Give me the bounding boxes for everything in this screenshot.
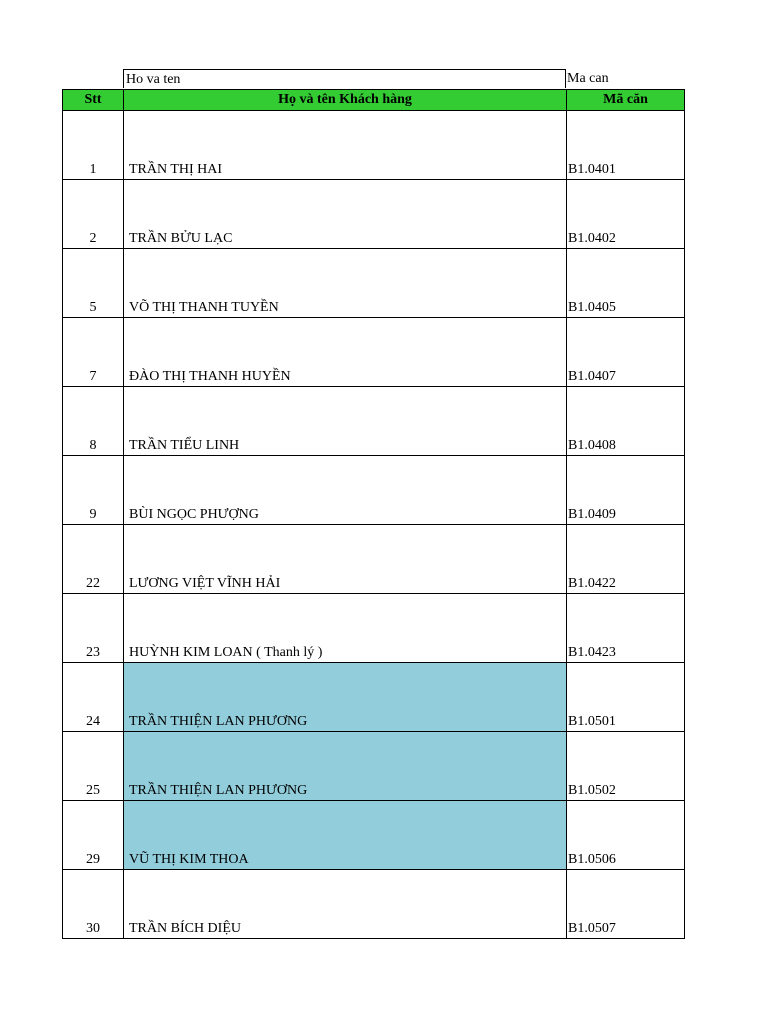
row-stt: 7 [63,318,124,387]
row-customer-name: TRẦN BỬU LẠC [124,180,567,249]
table-row [63,525,685,594]
row-stt: 2 [63,180,124,249]
row-stt: 30 [63,870,124,939]
row-unit-code: B1.0405 [567,249,685,318]
code-column-title: Ma can [567,71,609,86]
row-unit-code: B1.0506 [567,801,685,870]
row-stt: 8 [63,387,124,456]
row-customer-name: VŨ THỊ KIM THOA [124,801,567,870]
table-row [63,111,685,180]
row-stt: 5 [63,249,124,318]
row-stt: 24 [63,663,124,732]
row-unit-code: B1.0422 [567,525,685,594]
table-body [63,111,685,939]
table-row [63,663,685,732]
table-row [63,870,685,939]
row-unit-code: B1.0423 [567,594,685,663]
row-unit-code: B1.0402 [567,180,685,249]
row-customer-name: TRẦN TIỂU LINH [124,387,567,456]
row-customer-name: BÙI NGỌC PHƯỢNG [124,456,567,525]
table-row [63,318,685,387]
name-column-title: Ho va ten [123,69,566,88]
header-customer-name: Họ và tên Khách hàng [124,90,567,111]
row-customer-name: HUỲNH KIM LOAN ( Thanh lý ) [124,594,567,663]
row-unit-code: B1.0501 [567,663,685,732]
row-customer-name: TRẦN THỊ HAI [124,111,567,180]
row-customer-name: LƯƠNG VIỆT VĨNH HẢI [124,525,567,594]
table-row [63,180,685,249]
row-unit-code: B1.0401 [567,111,685,180]
table-row [63,594,685,663]
row-customer-name: TRẦN BÍCH DIỆU [124,870,567,939]
row-customer-name: TRẦN THIỆN LAN PHƯƠNG [124,663,567,732]
row-customer-name: TRẦN THIỆN LAN PHƯƠNG [124,732,567,801]
customer-sheet [62,69,684,939]
table-header-row [63,90,685,111]
table-row [63,732,685,801]
row-unit-code: B1.0408 [567,387,685,456]
row-unit-code: B1.0407 [567,318,685,387]
header-unit-code: Mã căn [567,90,685,111]
row-stt: 29 [63,801,124,870]
table-row [63,249,685,318]
row-stt: 25 [63,732,124,801]
row-unit-code: B1.0502 [567,732,685,801]
column-title-row [62,69,684,89]
row-stt: 22 [63,525,124,594]
row-stt: 23 [63,594,124,663]
table-row [63,387,685,456]
row-customer-name: VÕ THỊ THANH TUYỀN [124,249,567,318]
row-stt: 9 [63,456,124,525]
table-row [63,456,685,525]
customer-table [62,89,685,939]
header-stt: Stt [63,90,124,111]
row-unit-code: B1.0507 [567,870,685,939]
table-row [63,801,685,870]
row-unit-code: B1.0409 [567,456,685,525]
row-stt: 1 [63,111,124,180]
row-customer-name: ĐÀO THỊ THANH HUYỀN [124,318,567,387]
